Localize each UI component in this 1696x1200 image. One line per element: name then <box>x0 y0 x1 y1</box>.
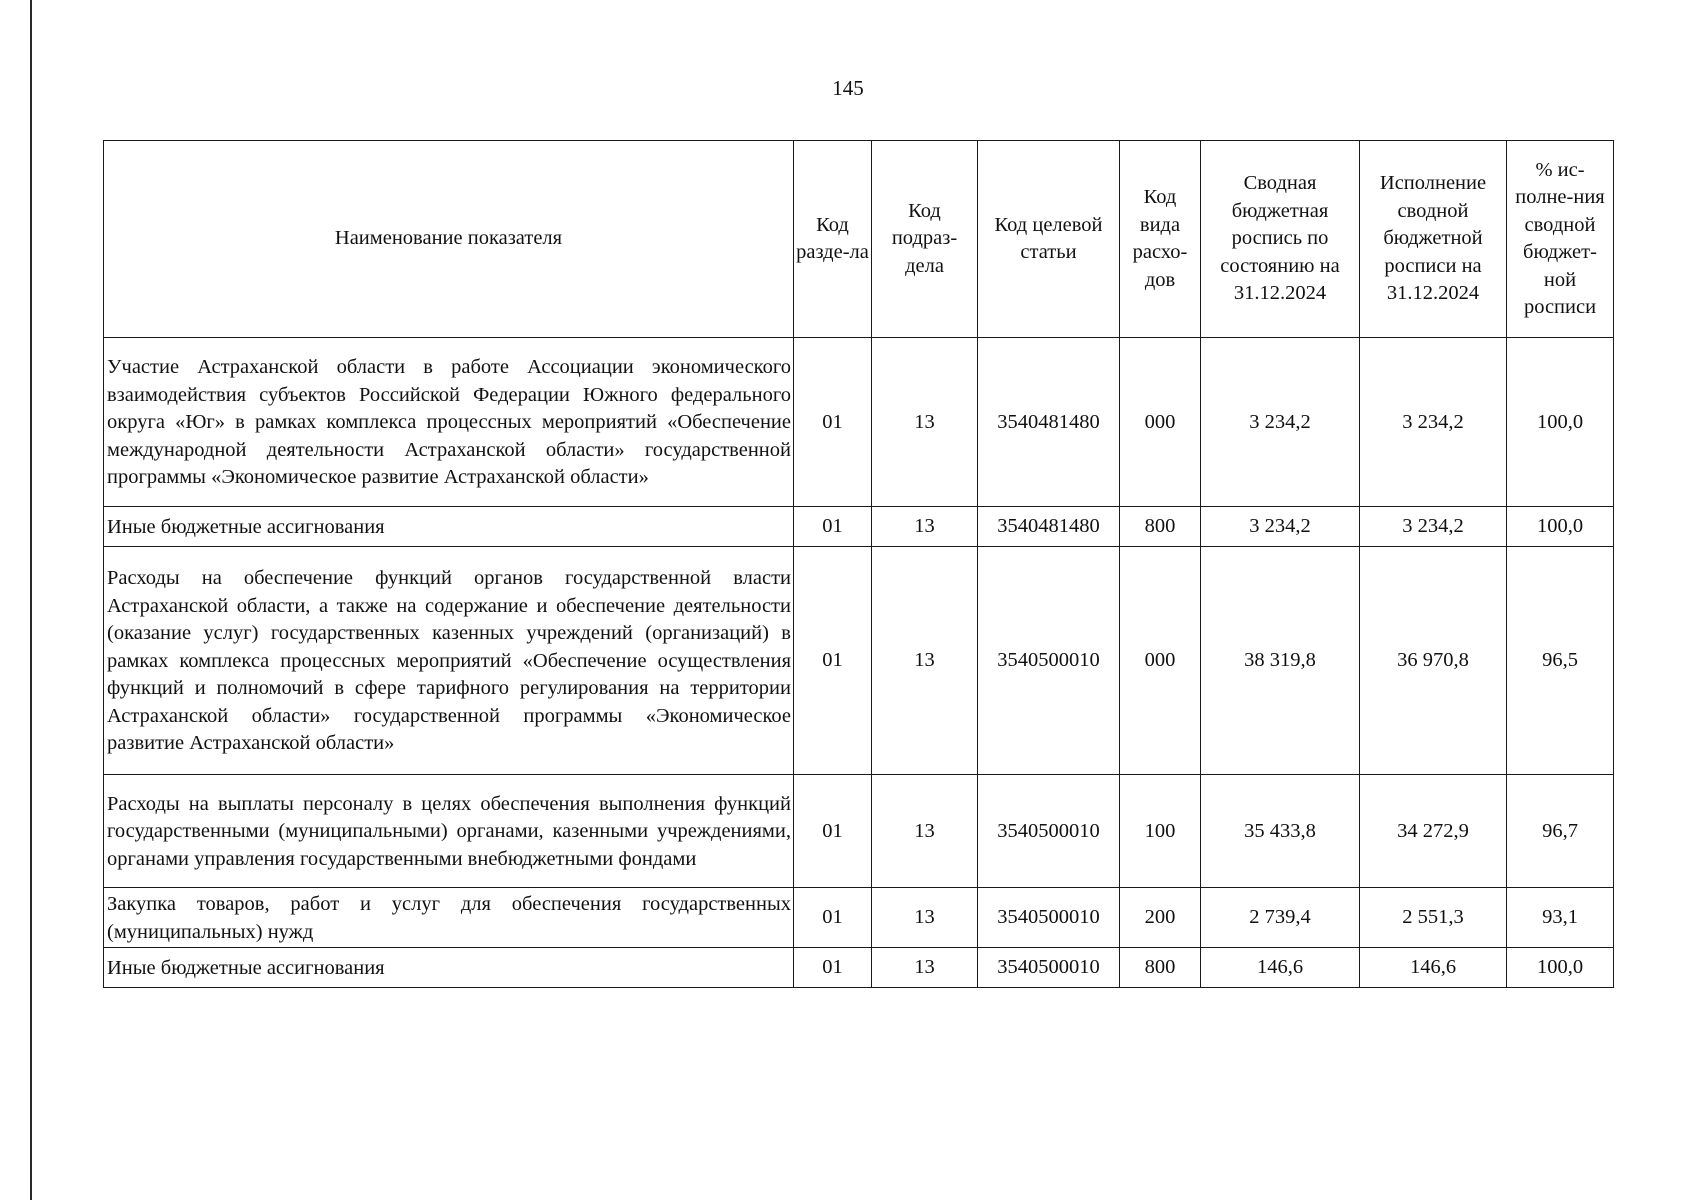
row-budget-plan: 146,6 <box>1201 948 1360 988</box>
row-subsection-code: 13 <box>872 888 978 948</box>
row-subsection-code: 13 <box>872 507 978 547</box>
row-expense-type-code: 000 <box>1120 338 1201 507</box>
row-section-code: 01 <box>794 888 872 948</box>
row-budget-plan: 3 234,2 <box>1201 507 1360 547</box>
row-budget-plan: 35 433,8 <box>1201 775 1360 888</box>
header-target-code: Код целевой статьи <box>978 141 1120 338</box>
row-budget-execution: 146,6 <box>1360 948 1507 988</box>
row-execution-percent: 93,1 <box>1507 888 1614 948</box>
table-row <box>104 948 1614 988</box>
budget-execution-table <box>103 140 1614 988</box>
header-subsection-code: Код подраз-дела <box>872 141 978 338</box>
row-budget-execution: 3 234,2 <box>1360 338 1507 507</box>
row-budget-plan: 38 319,8 <box>1201 547 1360 775</box>
row-execution-percent: 96,7 <box>1507 775 1614 888</box>
row-target-code: 3540481480 <box>978 507 1120 547</box>
row-budget-execution: 2 551,3 <box>1360 888 1507 948</box>
row-subsection-code: 13 <box>872 948 978 988</box>
row-section-code: 01 <box>794 775 872 888</box>
row-subsection-code: 13 <box>872 338 978 507</box>
row-target-code: 3540500010 <box>978 888 1120 948</box>
table-row <box>104 775 1614 888</box>
row-indicator-name: Участие Астраханской области в работе Ассоциации экономического взаимодействия субъектов Российской Федерации Южного федерального округа «Юг» в рамках комплекса процессных мероприятий «Обеспечение международной деятельности Астраханской области» государственной программы «Экономическое развитие Астраханской области» <box>104 338 794 507</box>
table-row <box>104 547 1614 775</box>
row-execution-percent: 100,0 <box>1507 507 1614 547</box>
page-number: 145 <box>832 76 864 100</box>
row-execution-percent: 96,5 <box>1507 547 1614 775</box>
row-expense-type-code: 000 <box>1120 547 1201 775</box>
row-target-code: 3540481480 <box>978 338 1120 507</box>
header-budget-execution: Исполнение сводной бюджетной росписи на 31.12.2024 <box>1360 141 1507 338</box>
row-budget-execution: 3 234,2 <box>1360 507 1507 547</box>
row-expense-type-code: 800 <box>1120 948 1201 988</box>
row-indicator-name: Расходы на выплаты персоналу в целях обеспечения выполнения функций государственными (муниципальными) органами, казенными учреждениями, органами управления государственными внебюджетными фондами <box>104 775 794 888</box>
row-section-code: 01 <box>794 948 872 988</box>
row-expense-type-code: 200 <box>1120 888 1201 948</box>
row-section-code: 01 <box>794 507 872 547</box>
row-execution-percent: 100,0 <box>1507 338 1614 507</box>
row-budget-plan: 2 739,4 <box>1201 888 1360 948</box>
row-target-code: 3540500010 <box>978 948 1120 988</box>
header-section-code: Код разде-ла <box>794 141 872 338</box>
header-indicator-name: Наименование показателя <box>104 141 794 338</box>
row-indicator-name: Расходы на обеспечение функций органов государственной власти Астраханской области, а также на содержание и обеспечение деятельности (оказание услуг) государственных казенных учреждений (организаций) в рамках комплекса процессных мероприятий «Обеспечение осуществления функций и полномочий в сфере тарифного регулирования на территории Астраханской области» государственной программы «Экономическое развитие Астраханской области» <box>104 547 794 775</box>
row-indicator-name: Закупка товаров, работ и услуг для обеспечения государственных (муниципальных) нужд <box>104 888 794 948</box>
table-row <box>104 338 1614 507</box>
row-budget-plan: 3 234,2 <box>1201 338 1360 507</box>
header-expense-type-code: Код вида расхо-дов <box>1120 141 1201 338</box>
header-budget-plan: Сводная бюджетная роспись по состоянию на 31.12.2024 <box>1201 141 1360 338</box>
row-indicator-name: Иные бюджетные ассигнования <box>104 507 794 547</box>
scan-edge-line <box>30 0 32 1200</box>
row-target-code: 3540500010 <box>978 775 1120 888</box>
row-indicator-name: Иные бюджетные ассигнования <box>104 948 794 988</box>
table-row <box>104 507 1614 547</box>
row-expense-type-code: 100 <box>1120 775 1201 888</box>
row-subsection-code: 13 <box>872 547 978 775</box>
row-section-code: 01 <box>794 338 872 507</box>
row-budget-execution: 36 970,8 <box>1360 547 1507 775</box>
row-subsection-code: 13 <box>872 775 978 888</box>
header-execution-percent: % ис-полне-ния сводной бюджет-ной росписи <box>1507 141 1614 338</box>
row-target-code: 3540500010 <box>978 547 1120 775</box>
row-execution-percent: 100,0 <box>1507 948 1614 988</box>
row-budget-execution: 34 272,9 <box>1360 775 1507 888</box>
row-section-code: 01 <box>794 547 872 775</box>
table-header-row <box>104 141 1614 338</box>
table-row <box>104 888 1614 948</box>
row-expense-type-code: 800 <box>1120 507 1201 547</box>
